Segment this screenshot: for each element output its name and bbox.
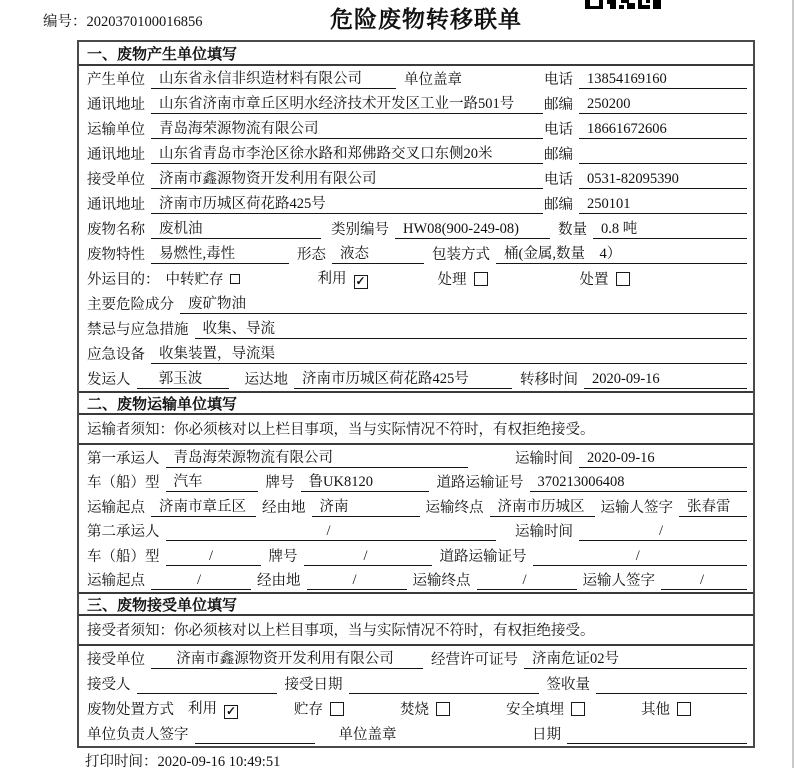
print-time-label: 打印时间： [85, 754, 158, 768]
doc-number [43, 10, 203, 31]
sign2-label: 运输人签字 [582, 573, 655, 589]
row-hazard-components [79, 291, 753, 316]
equip-field: 收集装置，导流渠 [151, 343, 747, 364]
permit-label: 经营许可证号 [431, 652, 518, 668]
row-taboo-measures [79, 316, 753, 341]
page-title: 危险废物转移联单 [330, 7, 522, 32]
hazard-field: 废矿物油 [180, 293, 747, 314]
disposal-option-landfill [506, 698, 585, 719]
license1-field: 370213006408 [530, 471, 748, 492]
row-producer-address [79, 91, 753, 116]
disposal-option-use [188, 697, 238, 719]
time1-field: 2020-09-16 [579, 447, 747, 468]
packing-label: 包装方式 [432, 247, 490, 263]
receiver-label: 接受单位 [87, 172, 145, 188]
row-receiver [79, 166, 753, 191]
use-label: 利用 [317, 271, 347, 287]
sign1-label: 运输人签字 [600, 499, 673, 516]
purpose-option-transfer-storage [166, 268, 240, 289]
waste-name-label: 废物名称 [87, 222, 145, 238]
via1-field: 济南 [312, 496, 420, 517]
category-field: HW08(900-249-08) [395, 218, 550, 239]
row-acceptor [79, 671, 753, 696]
disposal-other-checkbox [677, 702, 691, 716]
dest-label: 运达地 [244, 372, 288, 388]
page-edge-line [792, 0, 794, 768]
equip-label: 应急设备 [87, 347, 145, 363]
phone3-label: 电话 [544, 172, 573, 188]
section2-notice: 运输者须知：你必须核对以上栏目事项，当与实际情况不符时，有权拒绝接受。 [79, 415, 753, 445]
purpose-label: 外运目的： [87, 272, 160, 288]
transfer-time-label: 转移时间 [520, 372, 578, 388]
disposal-option-other [641, 698, 691, 719]
row-receiver-address [79, 191, 753, 216]
shipper-label: 发运人 [87, 372, 131, 388]
row-transporter-address [79, 141, 753, 166]
disposal-use-label: 利用 [188, 701, 217, 717]
purpose-option-use [318, 267, 368, 289]
plate2-label: 牌号 [268, 548, 298, 565]
row-transport-purpose [79, 266, 753, 291]
plate2-field: / [304, 545, 432, 566]
time2-field: / [579, 520, 747, 541]
qty-label: 数量 [558, 222, 587, 238]
start1-label: 运输起点 [87, 499, 145, 516]
manifest-form [77, 40, 755, 748]
permit-field: 济南危证02号 [524, 648, 747, 669]
hazard-label: 主要危险成分 [87, 297, 174, 313]
row-transporter [79, 116, 753, 141]
plate1-label: 牌号 [265, 475, 295, 491]
producer-field: 山东省永信非织造材料有限公司 [151, 68, 396, 89]
via2-field: / [307, 569, 407, 590]
addr1-field: 山东省济南市章丘区明水经济技术开发区工业一路501号 [151, 93, 543, 114]
disposal-landfill-label: 安全填埋 [506, 702, 564, 718]
license2-field: / [533, 545, 748, 566]
use-checkbox: ✓ [355, 274, 366, 288]
form-field: 液态 [332, 243, 424, 264]
sign2-field: / [661, 569, 747, 590]
end2-field: / [477, 569, 577, 590]
disposal-incinerate-checkbox [436, 702, 450, 716]
row-route2 [79, 568, 753, 593]
license1-label: 道路运输证号 [436, 475, 524, 491]
section3-header: 三、废物接受单位填写 [79, 592, 753, 616]
seal-label: 单位盖章 [404, 72, 462, 88]
disposal-storage-label: 贮存 [294, 702, 323, 718]
via1-label: 经由地 [262, 499, 306, 516]
phone3-field: 0531-82095390 [579, 168, 747, 189]
purpose-option-treat [438, 268, 488, 289]
received-qty-label: 签收量 [546, 677, 590, 693]
via2-label: 经由地 [257, 573, 301, 589]
date-label: 日期 [532, 727, 561, 743]
acceptor-field [137, 673, 277, 694]
vehicle1-label: 车（船）型 [87, 475, 160, 491]
phone1-field: 13854169160 [579, 68, 747, 89]
end2-label: 运输终点 [412, 573, 471, 589]
row-vehicle2 [79, 543, 753, 568]
doc-number-value: 2020370100016856 [86, 14, 203, 30]
addr2-label: 通讯地址 [87, 147, 145, 163]
addr3-field: 济南市历城区荷花路425号 [151, 193, 543, 214]
disposal-incinerate-label: 焚烧 [400, 702, 429, 718]
row-producer [79, 66, 753, 91]
head-sign-field [195, 723, 315, 744]
carrier2-field: / [166, 520, 496, 541]
print-time [85, 750, 280, 768]
vehicle2-field: / [166, 545, 261, 566]
carrier1-field: 青岛海荣源物流有限公司 [166, 447, 468, 468]
date-field [567, 723, 747, 744]
row-accept-unit [79, 646, 753, 671]
transfer-storage-label: 中转贮存 [165, 272, 224, 288]
row-head-signature [79, 721, 753, 746]
plate1-field: 鲁UK8120 [301, 471, 429, 492]
row-shipper [79, 366, 753, 391]
row-waste-character [79, 241, 753, 266]
end1-field: 济南市历城区 [490, 496, 595, 517]
acceptor-label: 接受人 [87, 677, 131, 693]
phone2-field: 18661672606 [579, 118, 747, 139]
zip3-field: 250101 [579, 193, 747, 214]
start1-field: 济南市章丘区 [151, 496, 256, 517]
end1-label: 运输终点 [425, 499, 484, 516]
character-label: 废物特性 [87, 247, 145, 263]
transporter-label: 运输单位 [87, 122, 145, 138]
print-time-value: 2020-09-16 10:49:51 [157, 754, 281, 768]
start2-field: / [151, 569, 251, 590]
disposal-use-checkbox: ✓ [225, 704, 237, 718]
qty-field: 0.8 吨 [593, 218, 747, 239]
zip2-label: 邮编 [544, 147, 573, 163]
transporter-field: 青岛海荣源物流有限公司 [151, 118, 543, 139]
disposal-other-label: 其他 [641, 702, 670, 718]
section2-header: 二、废物运输单位填写 [79, 391, 753, 415]
head-sign-label: 单位负责人签字 [87, 727, 189, 743]
row-second-carrier [79, 519, 753, 544]
dest-field: 济南市历城区荷花路425号 [294, 368, 512, 389]
zip1-label: 邮编 [544, 97, 573, 113]
accept-date-label: 接受日期 [284, 677, 343, 693]
dispose-checkbox [616, 272, 630, 286]
receiver-field: 济南市鑫源物资开发利用有限公司 [151, 168, 543, 189]
disposal-option-incinerate [400, 698, 450, 719]
phone2-label: 电话 [544, 122, 573, 138]
phone1-label: 电话 [544, 72, 573, 88]
vehicle2-label: 车（船）型 [87, 548, 160, 565]
time1-label: 运输时间 [515, 450, 573, 467]
accept-unit-field: 济南市鑫源物资开发利用有限公司 [151, 648, 423, 669]
vehicle1-field: 汽车 [166, 471, 258, 492]
packing-field: 桶(金属,数量 4） [496, 243, 747, 264]
transfer-storage-checkbox [230, 274, 240, 284]
addr1-label: 通讯地址 [87, 97, 145, 113]
purpose-option-dispose [580, 268, 630, 289]
license2-label: 道路运输证号 [439, 548, 527, 565]
dispose-label: 处置 [579, 272, 609, 288]
addr2-field: 山东省青岛市李沧区徐水路和郑佛路交叉口东侧20米 [151, 143, 543, 164]
taboo-label: 禁忌与应急措施 [87, 322, 189, 338]
accept-date-field [349, 673, 539, 694]
row-waste-name [79, 216, 753, 241]
addr3-label: 通讯地址 [87, 197, 145, 213]
carrier2-label: 第二承运人 [87, 524, 160, 540]
row-route1 [79, 494, 753, 519]
qr-code-fragment [585, 0, 663, 11]
treat-label: 处理 [437, 272, 467, 288]
transfer-time-field: 2020-09-16 [584, 368, 747, 389]
character-field: 易燃性,毒性 [151, 243, 289, 264]
carrier1-label: 第一承运人 [87, 450, 160, 467]
shipper-field: 郭玉波 [137, 368, 229, 389]
disposal-storage-checkbox [330, 702, 344, 716]
disposal-landfill-checkbox [571, 702, 585, 716]
zip2-field [579, 143, 747, 164]
unit-seal-label: 单位盖章 [338, 727, 397, 743]
row-vehicle1 [79, 470, 753, 495]
zip1-field: 250200 [579, 93, 747, 114]
taboo-field: 收集、导流 [195, 318, 748, 339]
producer-label: 产生单位 [87, 72, 145, 88]
time2-label: 运输时间 [515, 524, 573, 540]
received-qty-field [596, 673, 747, 694]
row-first-carrier [79, 445, 753, 470]
sign1-field: 张春雷 [679, 496, 747, 517]
section1-header: 一、废物产生单位填写 [79, 42, 753, 66]
form-label: 形态 [297, 247, 326, 263]
row-disposal-method [79, 696, 753, 721]
category-label: 类别编号 [331, 222, 389, 238]
section3-notice: 接受者须知：你必须核对以上栏目事项，当与实际情况不符时，有权拒绝接受。 [79, 616, 753, 646]
treat-checkbox [474, 272, 488, 286]
waste-name-field: 废机油 [151, 218, 321, 239]
zip3-label: 邮编 [544, 197, 573, 213]
disposal-option-storage [294, 698, 344, 719]
row-emergency-equipment [79, 341, 753, 366]
disposal-label: 废物处置方式 [87, 702, 174, 718]
start2-label: 运输起点 [87, 573, 145, 589]
accept-unit-label: 接受单位 [87, 652, 145, 668]
doc-number-label: 编号： [43, 14, 87, 30]
